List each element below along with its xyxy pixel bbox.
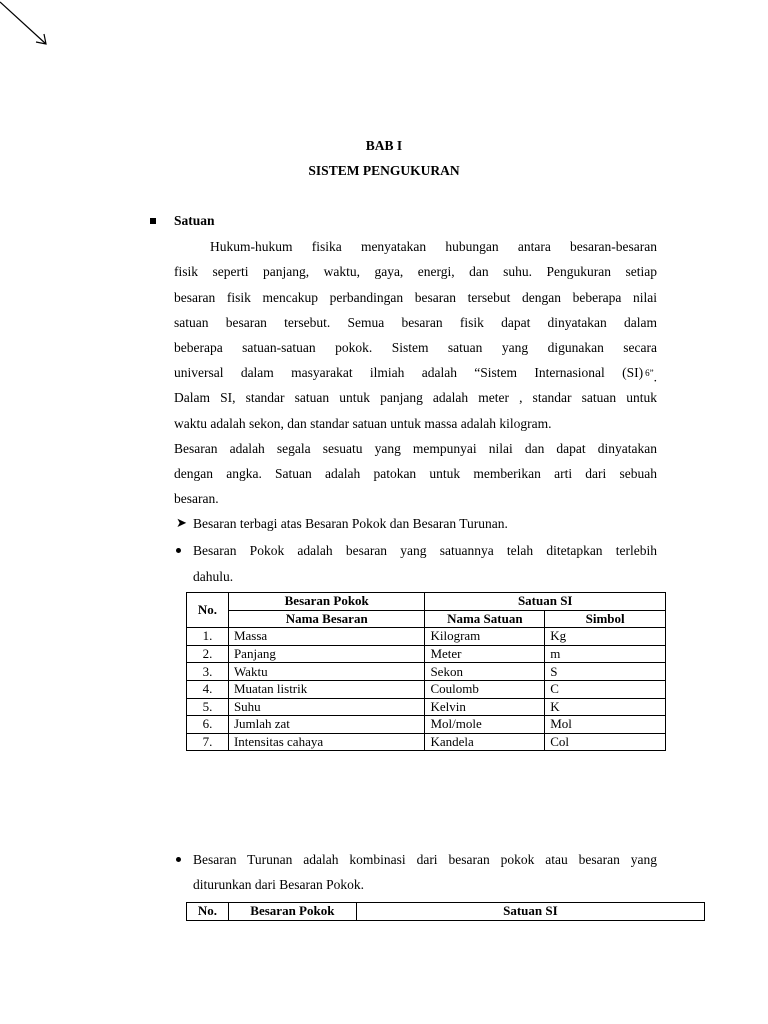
chapter-title: SISTEM PENGUKURAN	[308, 163, 460, 178]
cell-simbol: Col	[545, 733, 666, 751]
corner-arrow-icon	[0, 0, 60, 60]
cell-nama-satuan: Kilogram	[425, 628, 545, 646]
col-header-nama-besaran: Nama Besaran	[228, 610, 425, 628]
cell-nama-satuan: Meter	[425, 645, 545, 663]
base-quantities-table	[186, 592, 666, 751]
table-row	[187, 698, 666, 716]
col-header-besaran-pokok: Besaran Pokok	[228, 903, 356, 921]
col-header-satuan-si: Satuan SI	[425, 593, 666, 611]
cell-no: 4.	[187, 680, 229, 698]
cell-simbol: Mol	[545, 716, 666, 734]
cell-nama-besaran: Massa	[228, 628, 425, 646]
paragraph-line: dengan angka. Satuan adalah patokan untuk memberikan arti dari sebuah	[174, 466, 657, 481]
table-row	[187, 645, 666, 663]
col-header-nama-satuan: Nama Satuan	[425, 610, 545, 628]
bullet-text: dahulu.	[193, 569, 234, 584]
bullet-text: Besaran Pokok adalah besaran yang satuannya telah ditetapkan terlebih	[193, 543, 657, 558]
paragraph-line: fisik seperti panjang, waktu, gaya, energi, dan suhu. Pengukuran setiap	[174, 264, 657, 279]
bullet-text: Besaran Turunan adalah kombinasi dari besaran pokok atau besaran yang	[193, 852, 657, 867]
cell-nama-besaran: Suhu	[228, 698, 425, 716]
table-subheader-row	[187, 610, 666, 628]
paragraph-line	[174, 365, 657, 386]
cell-nama-besaran: Jumlah zat	[228, 716, 425, 734]
col-header-simbol: Simbol	[545, 610, 666, 628]
cell-simbol: Kg	[545, 628, 666, 646]
chapter-label: BAB I	[365, 138, 403, 153]
cell-no: 1.	[187, 628, 229, 646]
paragraph-line: beberapa satuan-satuan pokok. Sistem satuan yang digunakan secara	[174, 340, 657, 355]
arrow-list-item: Besaran terbagi atas Besaran Pokok dan Besaran Turunan.	[193, 516, 508, 531]
paragraph-line: satuan besaran tersebut. Semua besaran fisik dapat dinyatakan dalam	[174, 315, 657, 330]
cell-nama-satuan: Coulomb	[425, 680, 545, 698]
cell-nama-satuan: Kelvin	[425, 698, 545, 716]
si-note	[645, 365, 657, 386]
si-line-text: universal dalam masyarakat ilmiah adalah “Sistem Internasional (SI)	[174, 365, 644, 380]
bullet-dot-icon	[176, 857, 181, 862]
paragraph-line: waktu adalah sekon, dan standar satuan untuk massa adalah kilogram.	[174, 416, 552, 431]
table-row	[187, 628, 666, 646]
chevron-right-icon: ➤	[176, 515, 187, 530]
col-header-no: No.	[187, 593, 229, 628]
table-header-row	[187, 903, 705, 921]
col-header-no: No.	[187, 903, 229, 921]
cell-nama-satuan: Mol/mole	[425, 716, 545, 734]
table-header-row	[187, 593, 666, 611]
cell-simbol: S	[545, 663, 666, 681]
cell-no: 3.	[187, 663, 229, 681]
col-header-besaran-pokok: Besaran Pokok	[228, 593, 425, 611]
table-row	[187, 680, 666, 698]
cell-nama-besaran: Waktu	[228, 663, 425, 681]
cell-no: 5.	[187, 698, 229, 716]
table-row	[187, 716, 666, 734]
paragraph-line: Besaran adalah segala sesuatu yang mempunyai nilai dan dapat dinyatakan	[174, 441, 657, 456]
cell-no: 2.	[187, 645, 229, 663]
cell-simbol: m	[545, 645, 666, 663]
cell-simbol: C	[545, 680, 666, 698]
square-bullet-icon	[150, 218, 156, 224]
cell-no: 6.	[187, 716, 229, 734]
bullet-dot-icon	[176, 548, 181, 553]
cell-nama-besaran: Muatan listrik	[228, 680, 425, 698]
si-superscript: 6”	[645, 368, 654, 378]
bullet-text: diturunkan dari Besaran Pokok.	[193, 877, 364, 892]
col-header-satuan-si: Satuan SI	[356, 903, 704, 921]
cell-nama-besaran: Panjang	[228, 645, 425, 663]
table-row	[187, 733, 666, 751]
derived-quantities-table	[186, 902, 705, 921]
table-row	[187, 663, 666, 681]
cell-nama-besaran: Intensitas cahaya	[228, 733, 425, 751]
paragraph-line: Hukum-hukum fisika menyatakan hubungan antara besaran-besaran	[210, 239, 657, 254]
paragraph-line: besaran fisik mencakup perbandingan besaran tersebut dengan beberapa nilai	[174, 290, 657, 305]
cell-nama-satuan: Kandela	[425, 733, 545, 751]
cell-nama-satuan: Sekon	[425, 663, 545, 681]
paragraph-line: besaran.	[174, 491, 219, 506]
cell-no: 7.	[187, 733, 229, 751]
cell-simbol: K	[545, 698, 666, 716]
si-after: .	[653, 369, 657, 385]
paragraph-line: Dalam SI, standar satuan untuk panjang adalah meter , standar satuan untuk	[174, 390, 657, 405]
section-heading: Satuan	[174, 213, 215, 228]
